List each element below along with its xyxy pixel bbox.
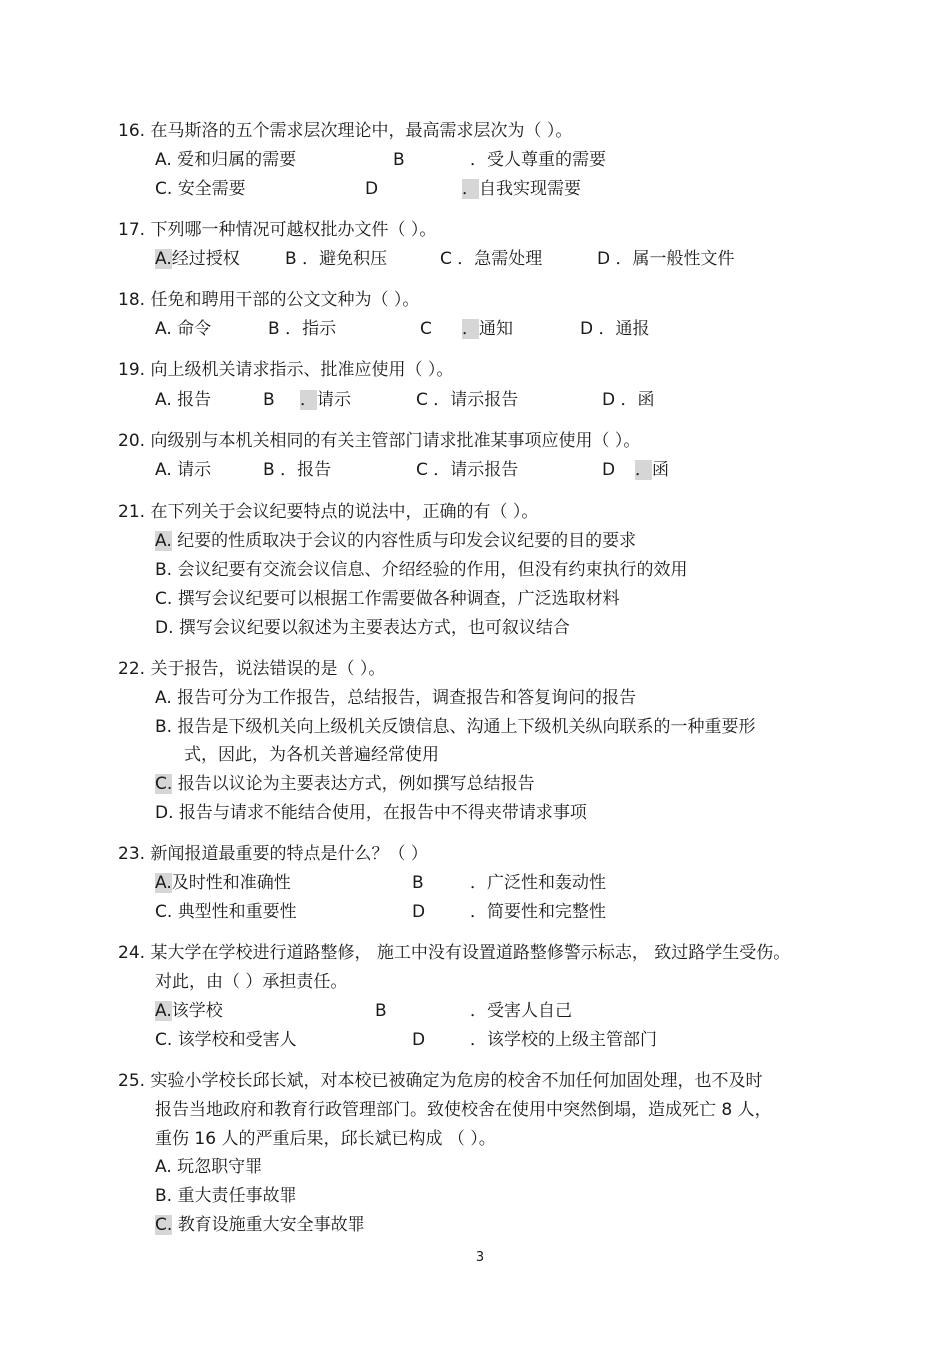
q16-option-c: C. 安全需要 xyxy=(155,179,246,199)
q23-option-a: A.及时性和准确性 xyxy=(155,873,291,893)
q22-option-b: B. 报告是下级机关向上级机关反馈信息、沟通上下级机关纵向联系的一种重要形 xyxy=(155,717,756,737)
q17-option-a: A.经过授权 xyxy=(155,249,240,269)
q22-option-a: A. 报告可分为工作报告，总结报告，调查报告和答复询问的报告 xyxy=(155,688,637,708)
q19-option-c: C ．请示报告 xyxy=(416,390,519,410)
q23-option-b-text: ．广泛性和轰动性 xyxy=(470,873,606,893)
question-16-stem: 16. 在马斯洛的五个需求层次理论中，最高需求层次为（ ）。 xyxy=(118,121,573,141)
answer-highlight: A. xyxy=(155,531,172,551)
q16-option-d-text: ．自我实现需要 xyxy=(462,179,581,199)
question-23-stem: 23. 新闻报道最重要的特点是什么？（ ） xyxy=(118,844,428,864)
q17-option-c: C ．急需处理 xyxy=(440,249,543,269)
q23-option-b: B xyxy=(412,873,424,893)
q21-option-c: C. 撰写会议纪要可以根据工作需要做各种调查，广泛选取材料 xyxy=(155,589,620,609)
answer-highlight: C. xyxy=(155,774,173,794)
q18-option-c-text: ．通知 xyxy=(462,319,513,339)
q17-option-d: D ．属一般性文件 xyxy=(597,249,735,269)
q23-option-d: D xyxy=(412,902,426,922)
answer-highlight: ． xyxy=(635,460,652,480)
answer-highlight: ． xyxy=(462,319,479,339)
q25-option-c: C. 教育设施重大安全事故罪 xyxy=(155,1215,365,1235)
q21-option-a: A. 纪要的性质取决于会议的内容性质与印发会议纪要的目的要求 xyxy=(155,531,637,551)
q20-option-d: D xyxy=(602,460,616,480)
q19-option-a: A. 报告 xyxy=(155,390,212,410)
q21-option-b: B. 会议纪要有交流会议信息、介绍经验的作用，但没有约束执行的效用 xyxy=(155,560,688,580)
q20-option-d-text: ．函 xyxy=(635,460,669,480)
question-19-stem: 19. 向上级机关请求指示、批准应使用（ ）。 xyxy=(118,360,454,380)
q24-option-b-text: ．受害人自己 xyxy=(470,1001,572,1021)
q20-option-a: A. 请示 xyxy=(155,460,212,480)
question-25-stem-cont: 报告当地政府和教育行政管理部门。致使校舍在使用中突然倒塌，造成死亡 8 人， xyxy=(155,1100,772,1120)
question-21-stem: 21. 在下列关于会议纪要特点的说法中，正确的有（ ）。 xyxy=(118,502,539,522)
q20-option-b: B ．报告 xyxy=(263,460,332,480)
q22-option-d: D. 报告与请求不能结合使用，在报告中不得夹带请求事项 xyxy=(155,803,587,823)
q24-option-d-text: ．该学校的上级主管部门 xyxy=(470,1030,657,1050)
question-22-stem: 22. 关于报告，说法错误的是（ ）。 xyxy=(118,659,386,679)
q22-option-c: C. 报告以议论为主要表达方式，例如撰写总结报告 xyxy=(155,774,535,794)
question-18-stem: 18. 任免和聘用干部的公文文种为（ ）。 xyxy=(118,290,420,310)
q16-option-d: D xyxy=(365,179,379,199)
answer-highlight: A. xyxy=(155,873,172,893)
q18-option-b: B ．指示 xyxy=(268,319,337,339)
q24-option-b: B xyxy=(375,1001,387,1021)
answer-highlight: A. xyxy=(155,1001,172,1021)
q25-option-a: A. 玩忽职守罪 xyxy=(155,1157,263,1177)
question-20-stem: 20. 向级别与本机关相同的有关主管部门请求批准某事项应使用（ ）。 xyxy=(118,431,641,451)
answer-highlight: ． xyxy=(462,179,479,199)
page-number: 3 xyxy=(475,1250,485,1265)
q17-option-b: B ．避免积压 xyxy=(285,249,388,269)
answer-highlight: ． xyxy=(300,390,317,410)
q23-option-c: C. 典型性和重要性 xyxy=(155,902,297,922)
q16-option-b: B xyxy=(393,150,405,170)
q20-option-c: C ．请示报告 xyxy=(416,460,519,480)
q18-option-c: C xyxy=(420,319,432,339)
q24-option-c: C. 该学校和受害人 xyxy=(155,1030,297,1050)
q18-option-a: A. 命令 xyxy=(155,319,212,339)
question-24-stem: 24. 某大学在学校进行道路整修， 施工中没有设置道路整修警示标志， 致过路学生受伤。 xyxy=(118,943,791,963)
question-25-stem-cont2: 重伤 16 人的严重后果，邱长斌已构成 （ ）。 xyxy=(155,1129,496,1149)
q24-option-d: D xyxy=(412,1030,426,1050)
q22-option-b-cont: 式，因此，为各机关普遍经常使用 xyxy=(184,745,439,765)
q25-option-b: B. 重大责任事故罪 xyxy=(155,1186,297,1206)
answer-highlight: A. xyxy=(155,249,172,269)
question-24-stem-cont: 对此，由（ ）承担责任。 xyxy=(155,972,348,992)
question-17-stem: 17. 下列哪一种情况可越权批办文件（ ）。 xyxy=(118,220,437,240)
q19-option-b: B xyxy=(263,390,275,410)
question-25-stem: 25. 实验小学校长邱长斌，对本校已被确定为危房的校舍不加任何加固处理，也不及时 xyxy=(118,1071,763,1091)
q21-option-d: D. 撰写会议纪要以叙述为主要表达方式，也可叙议结合 xyxy=(155,618,570,638)
q23-option-d-text: ．简要性和完整性 xyxy=(470,902,606,922)
q16-option-a: A. 爱和归属的需要 xyxy=(155,150,297,170)
q19-option-d: D ．函 xyxy=(602,390,655,410)
q24-option-a: A.该学校 xyxy=(155,1001,223,1021)
answer-highlight: C. xyxy=(155,1215,173,1235)
q19-option-b-text: ．请示 xyxy=(300,390,351,410)
q18-option-d: D ．通报 xyxy=(580,319,650,339)
q16-option-b-text: ．受人尊重的需要 xyxy=(470,150,606,170)
